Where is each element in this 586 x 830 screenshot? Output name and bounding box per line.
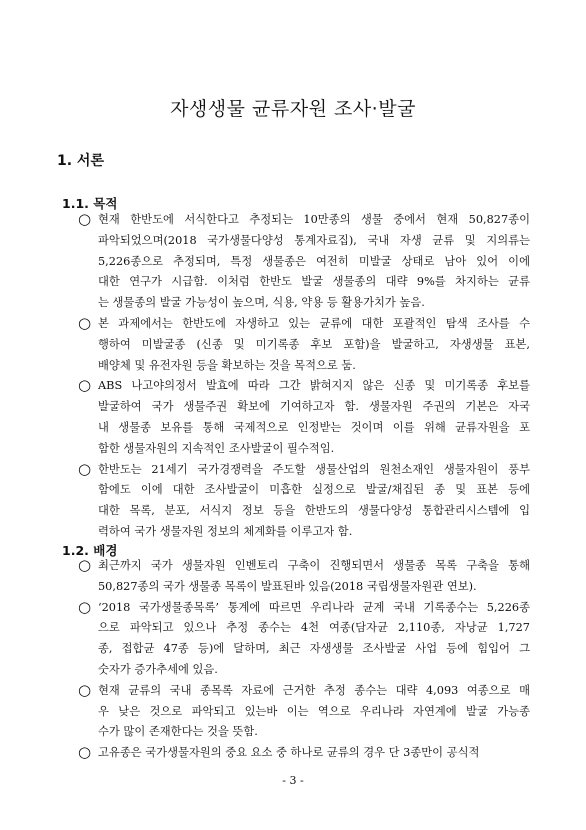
paragraph-line: 숫자가 증가추세에 있음.: [98, 663, 218, 676]
subsection-heading-background: 1.2. 배경: [62, 543, 118, 558]
paragraph-line: 우 낮은 것으로 파악되고 있는바 이는 역으로 우리나라 자연계에 발굴 가능종: [98, 704, 530, 718]
subsection-heading-purpose: 1.1. 목적: [62, 196, 118, 211]
bullet-circle-icon: ○: [78, 743, 92, 762]
paragraph-line: 종, 접합균 47종 등)에 달하며, 최근 자생생물 조사발굴 사업 등에 힘입어 그: [98, 642, 530, 656]
paragraph-line: 대한 목록, 분포, 서식지 정보 등을 한반도의 생물다양성 통합관리시스템에 입: [98, 504, 530, 518]
paragraph-line: 행하여 미발굴종 (신종 및 미기록종 후보 포함)을 발굴하고, 자생생물 표본,: [98, 337, 530, 351]
paragraph-line: 수가 많이 존재한다는 것을 뜻함.: [98, 725, 258, 739]
paragraph-line: 5,226종으로 추정되며, 특정 생물종은 여전히 미발굴 상태로 남아 있어 이에: [98, 254, 530, 268]
paragraph-line: 으로 파악되고 있으나 추정 종수는 4천 여종(담자균 2,110종, 자낭균 1,727: [98, 621, 530, 635]
paragraph-line: ‘2018 국가생물종목록’ 통계에 따르면 우리나라 균계 국내 기록종수는 5,226종: [98, 600, 530, 614]
bullet-circle-icon: ○: [78, 210, 92, 228]
paragraph-line: 현재 한반도에 서식한다고 추정되는 10만종의 생물 중에서 현재 50,827종이: [98, 213, 530, 226]
bullet-circle-icon: ○: [78, 556, 92, 574]
document-title: 자생생물 균류자원 조사·발굴: [170, 98, 416, 120]
paragraph-line: 내 생물종 보유를 통해 국제적으로 인정받는 것이며 이를 위해 균류자원을 포: [98, 421, 530, 434]
paragraph-line: 함한 생물자원의 지속적인 조사발굴이 필수적임.: [98, 441, 335, 455]
bullet-circle-icon: ○: [78, 376, 92, 395]
section-heading-intro: 1. 서론: [57, 153, 104, 169]
paragraph-line: 력하여 국가 생물자원 정보의 체계화를 이루고자 함.: [98, 525, 353, 538]
paragraph-line: ABS 나고야의정서 발효에 따라 그간 밝혀지지 않은 신종 및 미기록종 후보를: [98, 379, 530, 393]
page-number: - 3 -: [282, 774, 304, 787]
bullet-circle-icon: ○: [78, 597, 92, 616]
paragraph-line: 함에도 이에 대한 조사발굴이 미흡한 실정으로 발굴/채집된 종 및 표본 등에: [98, 483, 530, 497]
paragraph-line: 본 과제에서는 한반도에 자생하고 있는 균류에 대한 포괄적인 탐색 조사를 수: [98, 317, 530, 330]
paragraph-line: 한반도는 21세기 국가경쟁력을 주도할 생물산업의 원천소재인 생물자원이 풍부: [98, 462, 530, 476]
paragraph-line: 현재 균류의 국내 종목록 자료에 근거한 추정 종수는 대략 4,093 여종으로 매: [98, 683, 530, 697]
bullet-circle-icon: ○: [78, 459, 92, 478]
paragraph-line: 파악되었으며(2018 국가생물다양성 통계자료집), 국내 자생 균류 및 지의류는: [98, 233, 530, 247]
paragraph-line: 최근까지 국가 생물자원 인벤토리 구축이 진행되면서 생물종 목록 구축을 통해: [98, 559, 530, 572]
paragraph-line: 50,827종의 국가 생물종 목록이 발표된바 있음(2018 국립생물자원관 연보).: [98, 579, 477, 593]
bullet-circle-icon: ○: [78, 680, 92, 699]
paragraph-line: 고유종은 국가생물자원의 중요 요소 중 하나로 균류의 경우 단 3종만이 공식적: [98, 746, 480, 760]
paragraph-line: 대한 연구가 시급함. 이처럼 한반도 발굴 생물종의 대략 9%를 차지하는 균류: [98, 275, 530, 289]
paragraph-line: 는 생물종의 발굴 가능성이 높으며, 식용, 약용 등 활용가치가 높음.: [98, 296, 425, 310]
paragraph-line: 배양체 및 유전자원 등을 확보하는 것을 목적으로 둠.: [98, 358, 356, 372]
paragraph-line: 발굴하여 국가 생물주권 확보에 기여하고자 함. 생물자원 주권의 기본은 자국: [98, 400, 530, 414]
bullet-circle-icon: ○: [78, 314, 92, 332]
